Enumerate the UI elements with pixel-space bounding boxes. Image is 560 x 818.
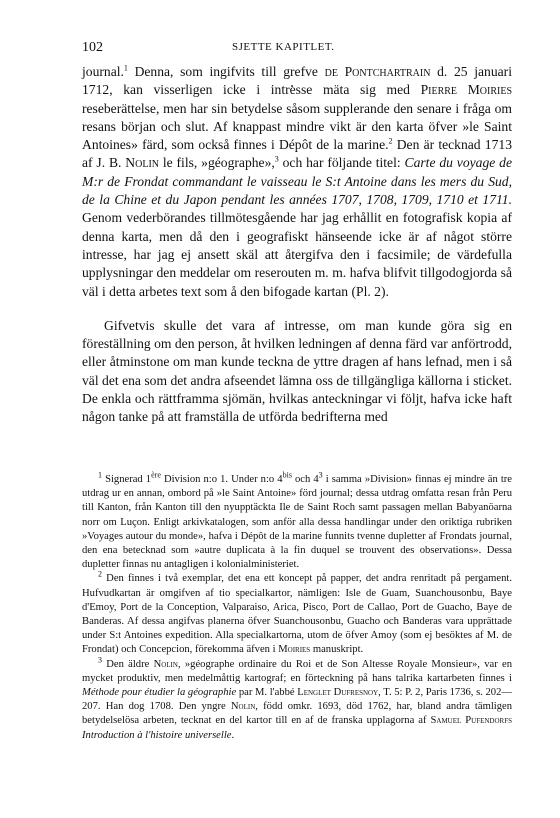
footnotes xyxy=(82,470,512,743)
paragraph-2: Gifvetvis skulle det vara af intresse, om man kunde göra sig en föreställning om den person, åt hvilken ledningen af denna färd var anförtrodd, eller åtminstone om man kunde teckna de yttre dragen af hans lefnad, men i så väl det ena som det andra afseendet lämna oss de tillgängliga källorna i sticket. De enkla och rättframma sjömän, hvilkas anteckningar vi följt, hafva icke haft någon tanke på att framställa de utförda bedrifterna med xyxy=(82,317,512,425)
page-header xyxy=(82,40,512,56)
footnote-marker: 3 xyxy=(98,655,102,665)
person-name: Samuel Pufendorfs xyxy=(430,715,512,727)
footnote-2 xyxy=(82,569,512,657)
text-run: , T. 5: P. 2, Paris 1736, s. 202—207. Han dog 1708. Den yngre xyxy=(82,687,512,713)
text-run: reseberättelse, men har sin betydelse såsom supplerande den senare i fråga om resans början och slut. Af knappast mindre vikt är den karta öfver »le Saint Antoines» färd, som också finnes i Dépôt de la marine. xyxy=(82,100,512,153)
footnote-marker: 2 xyxy=(98,569,102,579)
running-head: SJETTE KAPITLET. xyxy=(232,41,335,53)
footnote-ref-2: 2 xyxy=(388,136,393,146)
text-run: journal. xyxy=(82,64,124,79)
book-title: Méthode pour étudier la géographie xyxy=(82,687,237,699)
person-name: Moiries xyxy=(278,644,311,656)
text-run: , född omkr. 1693, död 1762, har, bland andra tämligen betydelselösa arbeten, tecknat en del kartor till en af de franska upplagorna af xyxy=(82,701,512,727)
person-name: Nolin xyxy=(230,701,256,713)
superscript: ère xyxy=(151,470,161,480)
text-run: Genom vederbörandes tillmötesgående har jag erhållit en fotografisk kopia af denna karta, men då den i geografiskt hänseende icke är af något större intresse, har jag ej ansett skäl att återgifva den i facsimile; de värdefulla upplysningar den meddelar om reserouten m. m. hafva blifvit tillgodogjorda så väl i detta arbetes text som å den bifogade kartan (Pl. 2). xyxy=(82,210,512,299)
map-title: Carte du voyage de M:r de Frondat commandant le vaisseau le S:t Antoine dans les mers du Sud, de la Chine et du Japon pendant les années 1707, 1708, 1709, 1710 et 1711. xyxy=(82,155,512,208)
text-run: d. 25 januari 1712, kan visserligen icke i intresse mäta sig med xyxy=(82,64,512,98)
superscript: 3 xyxy=(318,470,323,480)
book-title: Introduction à l'histoire universelle xyxy=(82,729,232,741)
superscript: bis xyxy=(282,470,292,480)
footnote-1 xyxy=(82,470,512,572)
text-run: Den är tecknad 1713 af J. B. xyxy=(82,137,512,171)
text-run: Signerad 1 xyxy=(102,474,152,485)
text-run: Denna, som ingifvits till grefve xyxy=(127,64,325,79)
text-run: Division n:o 1. Under n:o 4 xyxy=(160,474,283,485)
text-run: och har följande titel: xyxy=(278,155,405,171)
person-name: Pierre Moiries xyxy=(420,82,512,98)
text-run: . xyxy=(231,729,235,741)
page-number: 102 xyxy=(82,40,103,55)
main-text xyxy=(82,63,512,427)
text-run: i samma »Division» finnas ej mindre än tre utdrag ur en annan, ombord på »le Saint Antoine» förd journal; dessa utdrag omfatta resan från Peru till Kanton, från Kanton till den nyupptäckta Ile de Saint Roch samt passagen mellan Babyanöarna norr om Luçon. Enligt arkivkatalogen, som anför alla dessa handlingar under den oriktiga rubriken »Voyages autour du monde», hafva i Dépôt de la marine funnits tvenne dupletter af Frondats journal, den ena betecknad som »autre duplicata à la fin duquel se trouvent des observations». Dessa dupletter finnas nu antagligen i kolonialministeriet. xyxy=(82,474,512,571)
footnote-marker: 1 xyxy=(98,470,102,480)
person-name: Nolin xyxy=(125,155,159,171)
text-run: par M. l'abbé xyxy=(236,687,298,699)
text-run: Den äldre xyxy=(102,658,154,670)
text-run: manuskript. xyxy=(310,644,364,656)
text-run: le fils, »géographe», xyxy=(159,155,275,171)
paragraph-1 xyxy=(82,63,512,301)
text-run: , »géographe ordinaire du Roi et de Son Altesse Royale Monsieur», var en mycket produktiv, men medelmåttig kartograf; en förteckning på hans talrika kartarbeten finnes i xyxy=(82,658,512,684)
footnote-ref-1: 1 xyxy=(123,63,128,73)
person-name: Nolin xyxy=(153,658,178,670)
footnote-3 xyxy=(82,655,512,743)
text-run: Den finnes i två exemplar, det ena ett koncept på papper, det andra renritadt på pergament. Hufvudkartan är omgifven af tio specialkartor, nämligen: Isle de Guam, Suanchousonbu, Baye d'Emoy, Port de la Conception, Valparaiso, Arica, Pisco, Port de Callao, Port de Guacho, Baye de Banderas. Af dessa angifvas planerna öfver Suanchousonbu, Guacho och Banderas vara upprättade under S:t Antoines expedition. Alla specialkartorna, utom de öfver Amoy (som ej besöktes af M. de Frondat) och Concepcion, förekomma äfven i xyxy=(82,573,512,656)
person-name: Lenglet Dufresnoy xyxy=(297,687,379,699)
person-name: de Pontchartrain xyxy=(324,64,431,79)
footnote-ref-3: 3 xyxy=(274,154,279,164)
text-run: och 4 xyxy=(291,474,319,485)
